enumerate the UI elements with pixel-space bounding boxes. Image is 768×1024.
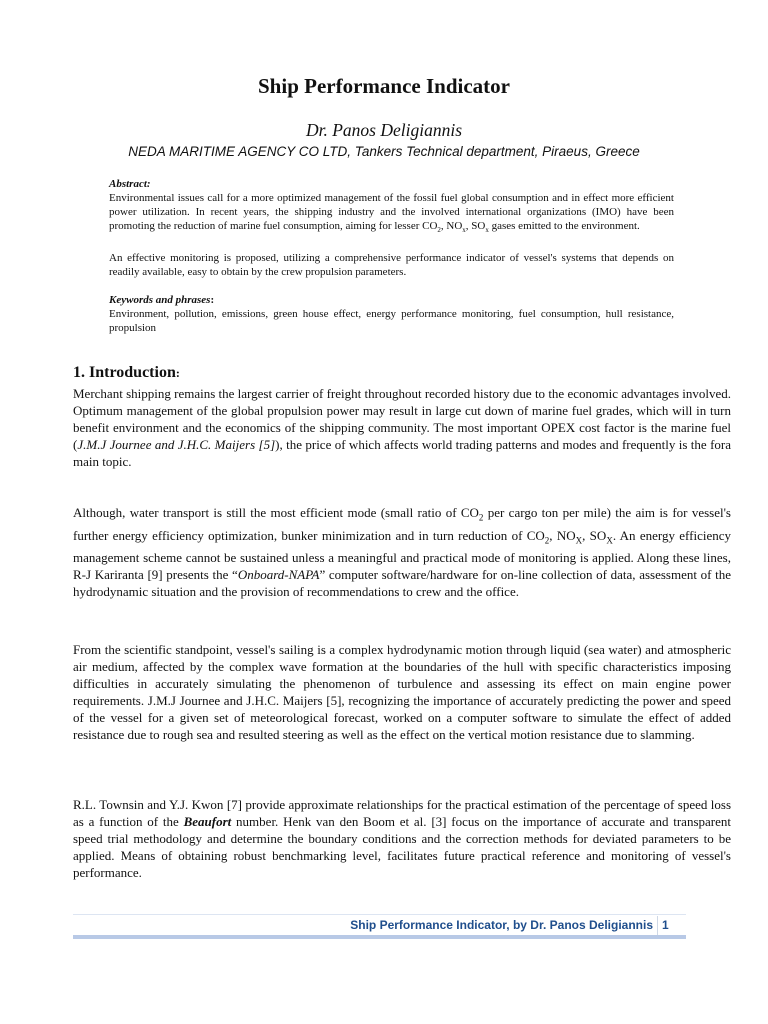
subscript: x [462, 226, 466, 235]
spacer [109, 237, 674, 251]
text-run: . An energy efficiency management scheme cannot be sustained unless a meaningful and practical mode of monitoring is applied. Along these lines, R-J Kariranta [9] presents the “ [73, 527, 732, 583]
text-run: number. Henk van den Boom et al. [3] focus on the importance of accurate and transparent speed trial methodology and determine the boundary conditions and the correction methods for deviated parameters to be applied. Means of obtaining robust benchmarking level, facilitates future practical reference and monitoring of vessel's performance. [73, 814, 731, 880]
author-name: Dr. Panos Deligiannis [305, 120, 463, 140]
footer-running-title: Ship Performance Indicator, by Dr. Panos Deligiannis [350, 918, 653, 932]
keywords-list: Environment, pollution, emissions, green house effect, energy performance monitoring, fuel consumption, hull resistance, propulsion [109, 308, 674, 335]
spacer [109, 279, 674, 293]
keywords-label [109, 293, 674, 307]
section-heading-text: 1. Introduction [73, 364, 176, 381]
keywords-colon: : [210, 294, 215, 307]
keywords-label-text: Keywords and phrases [109, 294, 211, 307]
text-run: ), the price of which affects world trading patterns and modes and frequently is the fora main topic. [73, 437, 731, 469]
text-run: , NO [549, 527, 576, 543]
abstract-block [109, 177, 674, 335]
author-affiliation: NEDA MARITIME AGENCY CO LTD, Tankers Technical department, Piraeus, Greece [128, 144, 640, 159]
text-run: per cargo ton per mile) the aim is for vessel's further energy efficiency optimization, bunker minimization and in turn reduction of CO [73, 505, 731, 543]
intro-paragraph-2 [73, 504, 731, 600]
paragraph-text: From the scientific standpoint, vessel's sailing is a complex hydrodynamic motion through liquid (sea water) and atmospheric air medium, affected by the complex wave formation at the boundaries of the hull with specific characteristics imposing difficulties in accurately simulating the phenomenon of turbulence and assessing its effect on main engine power requirements. J.M.J Journee and J.H.C. Maijers [5], recognizing the importance of accurately predicting the power and speed of the vessel for a given set of meteorological forecast, worked on a computer software to simulate the effect of added resistance due to rough sea and resulted steering as well as the effect on the vertical motion resistance due to slamming. [73, 642, 731, 742]
text-run: Merchant shipping remains the largest carrier of freight throughout recorded history due to the economic advantages involved. Optimum management of the global propulsion power may result in large cut down of marine fuel grades, which will in turn benefit environment and the economics of the shipping community. The most important OPEX cost factor is the marine fuel ( [73, 386, 731, 452]
section-heading [73, 364, 180, 382]
citation-italic: J.M.J Journee and J.H.C. Maijers [5] [77, 437, 276, 452]
text-run: , SO [465, 220, 486, 232]
abstract-paragraph-2: An effective monitoring is proposed, utilizing a comprehensive performance indicator of vessel's systems that depends on readily available, easy to obtain by the crew propulsion parameters. [109, 252, 674, 279]
text-run: , NO [440, 220, 463, 232]
paragraph-text [73, 796, 731, 881]
page-number: 1 [662, 918, 669, 932]
footer-bar [73, 935, 686, 939]
footer-rule [73, 914, 686, 915]
text-run: Environmental issues call for a more optimized management of the fossil fuel global consumption and in effect more efficient power utilization. In recent years, the shipping industry and the involved international organizations (IMO) have been promoting the reduction of marine fuel consumption, aiming for lesser CO [109, 192, 674, 232]
subscript: 2 [437, 226, 441, 235]
footer-divider [657, 916, 658, 936]
text-run: R.L. Townsin and Y.J. Kwon [7] provide approximate relationships for the practical estimation of the percentage of speed loss as a function of the [73, 797, 731, 829]
text-run: , SO [582, 527, 607, 543]
paragraph-text [73, 385, 731, 470]
text-run: gases emitted to the environment. [488, 220, 640, 232]
beaufort-term: Beaufort [183, 814, 232, 829]
subscript: 2 [478, 512, 484, 523]
subscript: 2 [544, 535, 550, 546]
intro-paragraph-4 [73, 796, 731, 881]
abstract-label: Abstract: [109, 178, 151, 190]
subscript: X [606, 535, 613, 546]
subscript: x [485, 226, 489, 235]
intro-paragraph-1 [73, 385, 731, 470]
paper-title: Ship Performance Indicator [258, 74, 510, 98]
section-heading-colon: : [175, 366, 180, 380]
text-run: ” computer software/hardware for on-line collection of data, assessment of the hydrodynamic situation and the provision of recommendations to crew and the office. [73, 567, 731, 600]
abstract-paragraph-1 [109, 191, 674, 237]
intro-paragraph-3 [73, 641, 731, 743]
subscript: X [575, 535, 583, 546]
paragraph-text [73, 504, 731, 600]
text-run: Although, water transport is still the most efficient mode (small ratio of CO [73, 505, 479, 520]
software-name-italic: Onboard-NAPA [237, 567, 320, 583]
